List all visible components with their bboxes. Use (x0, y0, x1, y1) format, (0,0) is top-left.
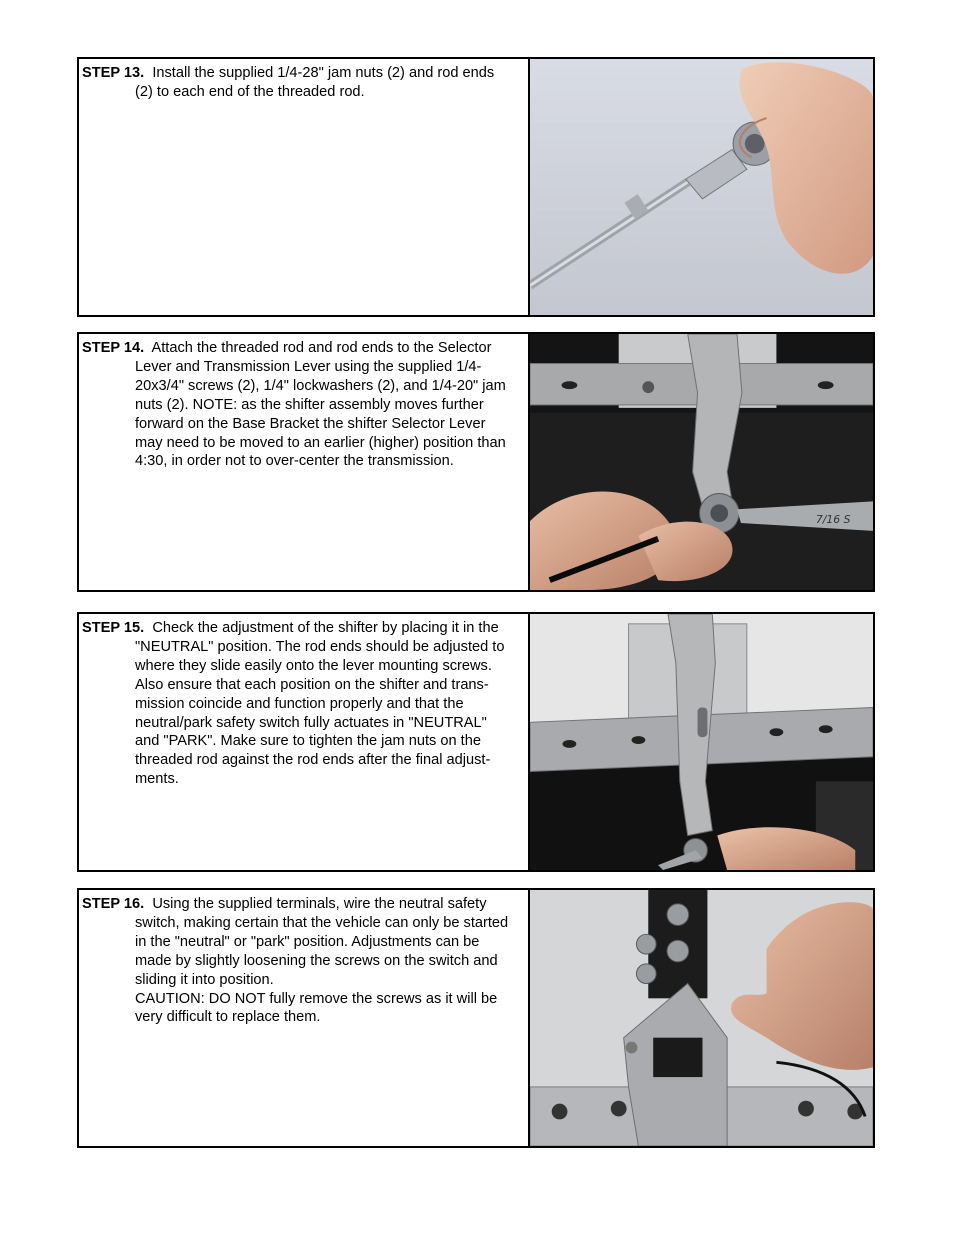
step-16-line-1: Using the supplied terminals, wire the neutral safety (152, 896, 487, 912)
step-13-box (77, 57, 875, 317)
step-16-label: STEP 16. (82, 896, 145, 912)
step-16-text (79, 890, 528, 1146)
step-14-text (79, 334, 528, 590)
step-16-line-4: made by slightly loosening the screws on the switch and (135, 952, 498, 969)
step-13-text (79, 59, 528, 315)
step-14-line-6: may need to be moved to an earlier (higher) position than (135, 434, 506, 451)
step-14-line-4: nuts (2). NOTE: as the shifter assembly moves further (135, 396, 484, 413)
step-14-label: STEP 14. (82, 340, 145, 356)
rod-end-photo (528, 59, 873, 315)
step-16-line-5: sliding it into position. (135, 971, 274, 988)
lever-attach-photo (528, 334, 873, 590)
step-15-line-1: Check the adjustment of the shifter by placing it in the (152, 620, 499, 636)
step-15-line-2: "NEUTRAL" position. The rod ends should be adjusted to (135, 638, 505, 655)
step-16-line-7: very difficult to replace them. (135, 1009, 321, 1026)
step-15-line-9: ments. (135, 771, 179, 788)
step-16-line-3: in the "neutral" or "park" position. Adjustments can be (135, 933, 480, 950)
safety-switch-photo (528, 890, 873, 1146)
step-15-line-5: mission coincide and function properly and that the (135, 695, 464, 712)
step-14-line-3: 20x3/4" screws (2), 1/4" lockwashers (2), and 1/4-20" jam (135, 377, 506, 394)
step-13-line-2: (2) to each end of the threaded rod. (135, 83, 365, 100)
step-13-label: STEP 13. (82, 65, 145, 81)
step-15-label: STEP 15. (82, 620, 145, 636)
step-14-line-5: forward on the Base Bracket the shifter Selector Lever (135, 415, 486, 432)
step-14-line-2: Lever and Transmission Lever using the supplied 1/4- (135, 358, 482, 375)
shifter-adjust-photo (528, 614, 873, 870)
step-15-text (79, 614, 528, 870)
step-15-line-3: where they slide easily onto the lever mounting screws. (135, 657, 492, 674)
step-14-box (77, 332, 875, 592)
wrench-stamp: 7/16 S (815, 513, 851, 527)
step-15-line-4: Also ensure that each position on the shifter and trans- (135, 676, 489, 693)
step-15-box (77, 612, 875, 872)
step-16-box (77, 888, 875, 1148)
step-14-line-1: Attach the threaded rod and rod ends to the Selector (151, 340, 492, 356)
step-16-line-2: switch, making certain that the vehicle can only be started (135, 914, 509, 931)
step-13-line-1: Install the supplied 1/4-28" jam nuts (2) and rod ends (152, 65, 495, 81)
step-14-line-7: 4:30, in order not to over-center the transmission. (135, 453, 454, 470)
step-15-line-6: neutral/park safety switch fully actuates in "NEUTRAL" (135, 714, 487, 731)
step-15-line-7: and "PARK". Make sure to tighten the jam nuts on the (135, 733, 481, 750)
step-15-line-8: threaded rod against the rod ends after the final adjust- (135, 752, 491, 769)
step-16-line-6: CAUTION: DO NOT fully remove the screws as it will be (135, 990, 498, 1007)
